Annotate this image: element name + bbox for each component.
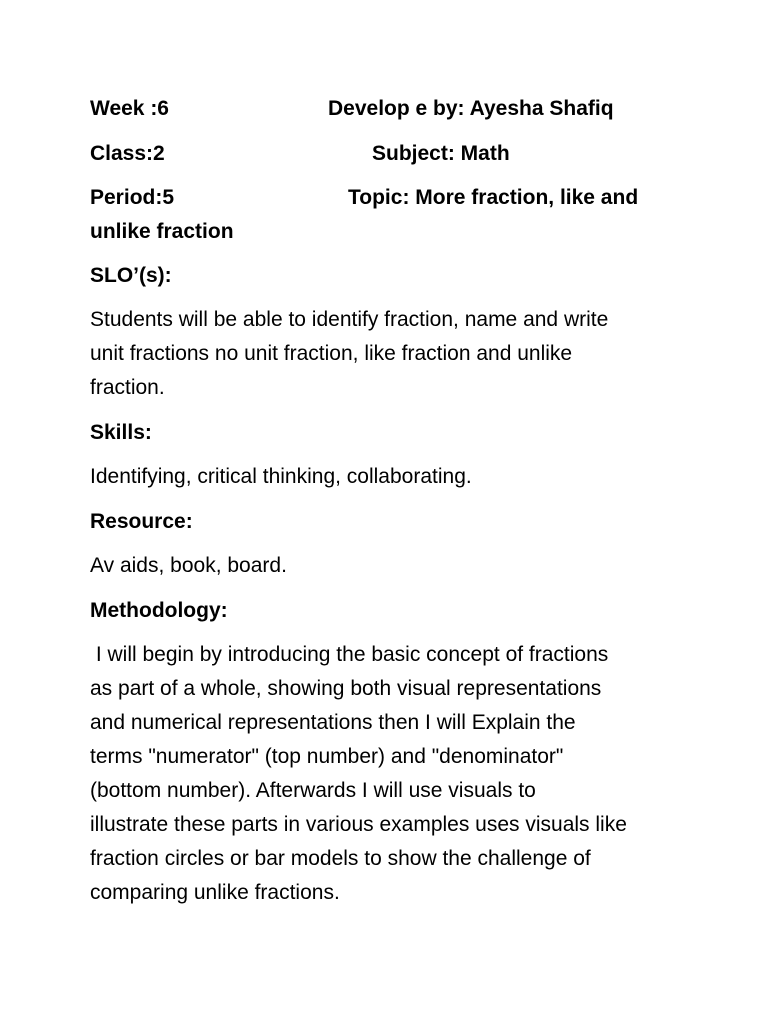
methodology-text-line: as part of a whole, showing both visual representations — [90, 677, 602, 700]
methodology-text-line: comparing unlike fractions. — [90, 881, 340, 904]
developed-by-label: Develop e by: Ayesha Shafiq — [328, 97, 614, 120]
slo-text-line: Students will be able to identify fraction, name and write — [90, 308, 609, 331]
resource-heading: Resource: — [90, 510, 193, 533]
subject-label: Subject: Math — [372, 142, 510, 165]
slo-text-line: unit fractions no unit fraction, like fraction and unlike — [90, 342, 573, 365]
period-label: Period:5 — [90, 186, 175, 209]
topic-label: Topic: More fraction, like and — [348, 186, 639, 209]
slo-heading: SLO’(s): — [90, 264, 172, 287]
topic-label-continued: unlike fraction — [90, 220, 234, 243]
methodology-text-line: fraction circles or bar models to show the challenge of — [90, 847, 591, 870]
slo-text-line: fraction. — [90, 376, 165, 399]
skills-text: Identifying, critical thinking, collaborating. — [90, 465, 472, 488]
week-label: Week :6 — [90, 97, 169, 120]
resource-text: Av aids, book, board. — [90, 554, 287, 577]
methodology-text-line: illustrate these parts in various examples uses visuals like — [90, 813, 627, 836]
methodology-text-line: I will begin by introducing the basic concept of fractions — [90, 643, 609, 666]
methodology-text-line: (bottom number). Afterwards I will use visuals to — [90, 779, 536, 802]
skills-heading: Skills: — [90, 421, 152, 444]
class-label: Class:2 — [90, 142, 165, 165]
methodology-text-line: terms "numerator" (top number) and "denominator" — [90, 745, 564, 768]
methodology-heading: Methodology: — [90, 599, 228, 622]
methodology-text-line: and numerical representations then I will Explain the — [90, 711, 576, 734]
